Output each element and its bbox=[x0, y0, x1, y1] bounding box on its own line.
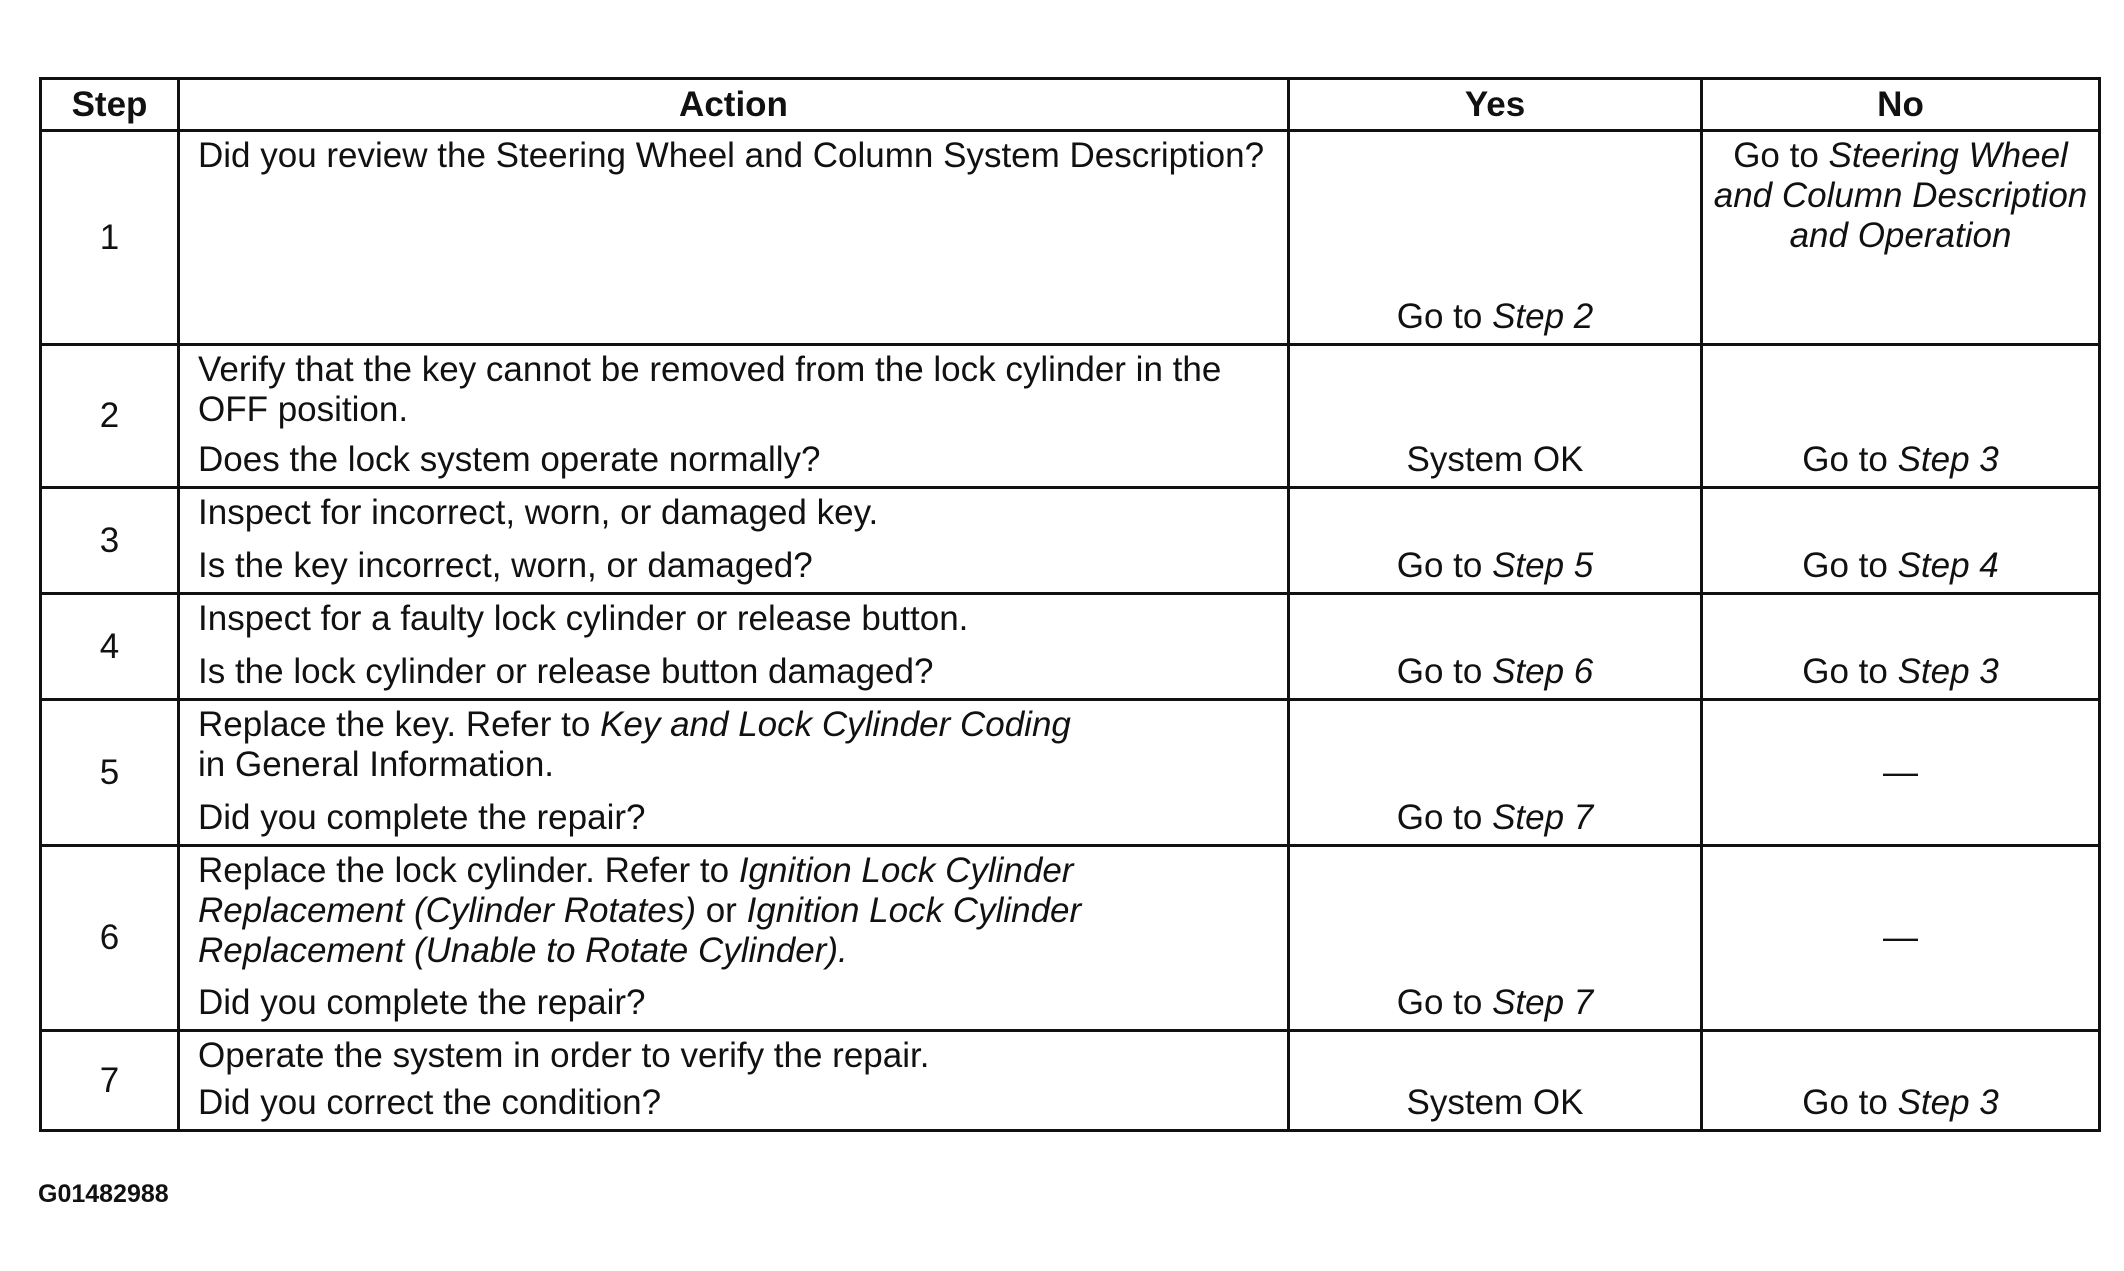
instruction-text: in General Information. bbox=[198, 745, 555, 784]
yes-cell: System OK bbox=[1289, 1031, 1702, 1131]
no-prefix: Go to bbox=[1802, 440, 1898, 479]
action-cell bbox=[179, 594, 1289, 700]
doc-ref: Ignition Lock Cylinder Replacement (Unable to Rotate Cylinder). bbox=[198, 891, 1082, 970]
instruction-text: or bbox=[695, 891, 747, 930]
header-no: No bbox=[1702, 79, 2100, 131]
step-number: 4 bbox=[41, 594, 179, 700]
no-step-ref: Step 3 bbox=[1897, 652, 1999, 691]
no-cell bbox=[1702, 1031, 2100, 1131]
action-question: Does the lock system operate normally? bbox=[198, 440, 821, 479]
no-prefix: Go to bbox=[1802, 652, 1898, 691]
no-step-ref: Step 4 bbox=[1897, 546, 1999, 585]
no-cell bbox=[1702, 488, 2100, 594]
header-action: Action bbox=[179, 79, 1289, 131]
yes-prefix: Go to bbox=[1396, 983, 1493, 1022]
table-row bbox=[41, 1031, 2100, 1131]
yes-step-ref: Step 5 bbox=[1492, 546, 1594, 585]
action-instruction: Inspect for a faulty lock cylinder or release button. bbox=[198, 599, 969, 638]
action-instruction: Did you review the Steering Wheel and Column System Description? bbox=[198, 136, 1265, 175]
step-number: 3 bbox=[41, 488, 179, 594]
doc-ref: Key and Lock Cylinder Coding bbox=[600, 705, 1071, 744]
yes-prefix: Go to bbox=[1396, 798, 1493, 837]
doc-ref: Ignition Lock Cylinder Replacement (Cylinder Rotates) bbox=[198, 851, 1074, 930]
instruction-text: Replace the key. Refer to bbox=[198, 705, 601, 744]
table-row bbox=[41, 700, 2100, 846]
yes-cell bbox=[1289, 131, 1702, 345]
no-cell: — bbox=[1702, 846, 2100, 1031]
step-number: 6 bbox=[41, 846, 179, 1031]
diagnostic-table bbox=[39, 77, 2101, 1132]
yes-cell bbox=[1289, 594, 1702, 700]
no-cell bbox=[1702, 594, 2100, 700]
action-question: Did you complete the repair? bbox=[198, 798, 646, 837]
yes-cell bbox=[1289, 846, 1702, 1031]
action-cell bbox=[179, 700, 1289, 846]
step-number: 7 bbox=[41, 1031, 179, 1131]
action-instruction bbox=[198, 705, 1269, 785]
action-question: Is the key incorrect, worn, or damaged? bbox=[198, 546, 813, 585]
action-cell bbox=[179, 131, 1289, 345]
yes-prefix: Go to bbox=[1396, 652, 1493, 691]
no-prefix: Go to bbox=[1802, 546, 1898, 585]
table-header-row bbox=[41, 79, 2100, 131]
yes-step-ref: Step 7 bbox=[1492, 983, 1594, 1022]
table-row bbox=[41, 131, 2100, 345]
table-row bbox=[41, 594, 2100, 700]
no-step-ref: Step 3 bbox=[1897, 440, 1999, 479]
action-instruction: Verify that the key cannot be removed from the lock cylinder in the OFF position. bbox=[198, 350, 1222, 429]
action-cell bbox=[179, 488, 1289, 594]
action-instruction: Inspect for incorrect, worn, or damaged key. bbox=[198, 493, 879, 532]
header-yes: Yes bbox=[1289, 79, 1702, 131]
table-row bbox=[41, 345, 2100, 488]
action-instruction: Operate the system in order to verify the repair. bbox=[198, 1036, 930, 1075]
yes-cell bbox=[1289, 700, 1702, 846]
table-row bbox=[41, 846, 2100, 1031]
action-question: Did you complete the repair? bbox=[198, 983, 646, 1022]
yes-step-ref: Step 2 bbox=[1492, 297, 1594, 336]
step-number: 2 bbox=[41, 345, 179, 488]
no-cell bbox=[1702, 131, 2100, 345]
yes-cell: System OK bbox=[1289, 345, 1702, 488]
action-instruction bbox=[198, 851, 1269, 971]
no-step-ref: Step 3 bbox=[1897, 1083, 1999, 1122]
action-question: Did you correct the condition? bbox=[198, 1083, 662, 1122]
no-cell bbox=[1702, 345, 2100, 488]
action-question: Is the lock cylinder or release button damaged? bbox=[198, 652, 934, 691]
action-cell bbox=[179, 1031, 1289, 1131]
no-prefix: Go to bbox=[1802, 1083, 1898, 1122]
yes-prefix: Go to bbox=[1396, 546, 1493, 585]
yes-prefix: Go to bbox=[1396, 297, 1493, 336]
action-cell bbox=[179, 345, 1289, 488]
figure-id: G01482988 bbox=[38, 1180, 169, 1208]
no-cell: — bbox=[1702, 700, 2100, 846]
table-row bbox=[41, 488, 2100, 594]
header-step: Step bbox=[41, 79, 179, 131]
step-number: 1 bbox=[41, 131, 179, 345]
step-number: 5 bbox=[41, 700, 179, 846]
yes-step-ref: Step 6 bbox=[1492, 652, 1594, 691]
action-cell bbox=[179, 846, 1289, 1031]
yes-cell bbox=[1289, 488, 1702, 594]
no-doc-ref: Steering Wheel and Column Description and Operation bbox=[1713, 136, 2088, 255]
yes-step-ref: Step 7 bbox=[1492, 798, 1594, 837]
instruction-text: Replace the lock cylinder. Refer to bbox=[198, 851, 739, 890]
no-prefix: Go to bbox=[1733, 136, 1829, 175]
